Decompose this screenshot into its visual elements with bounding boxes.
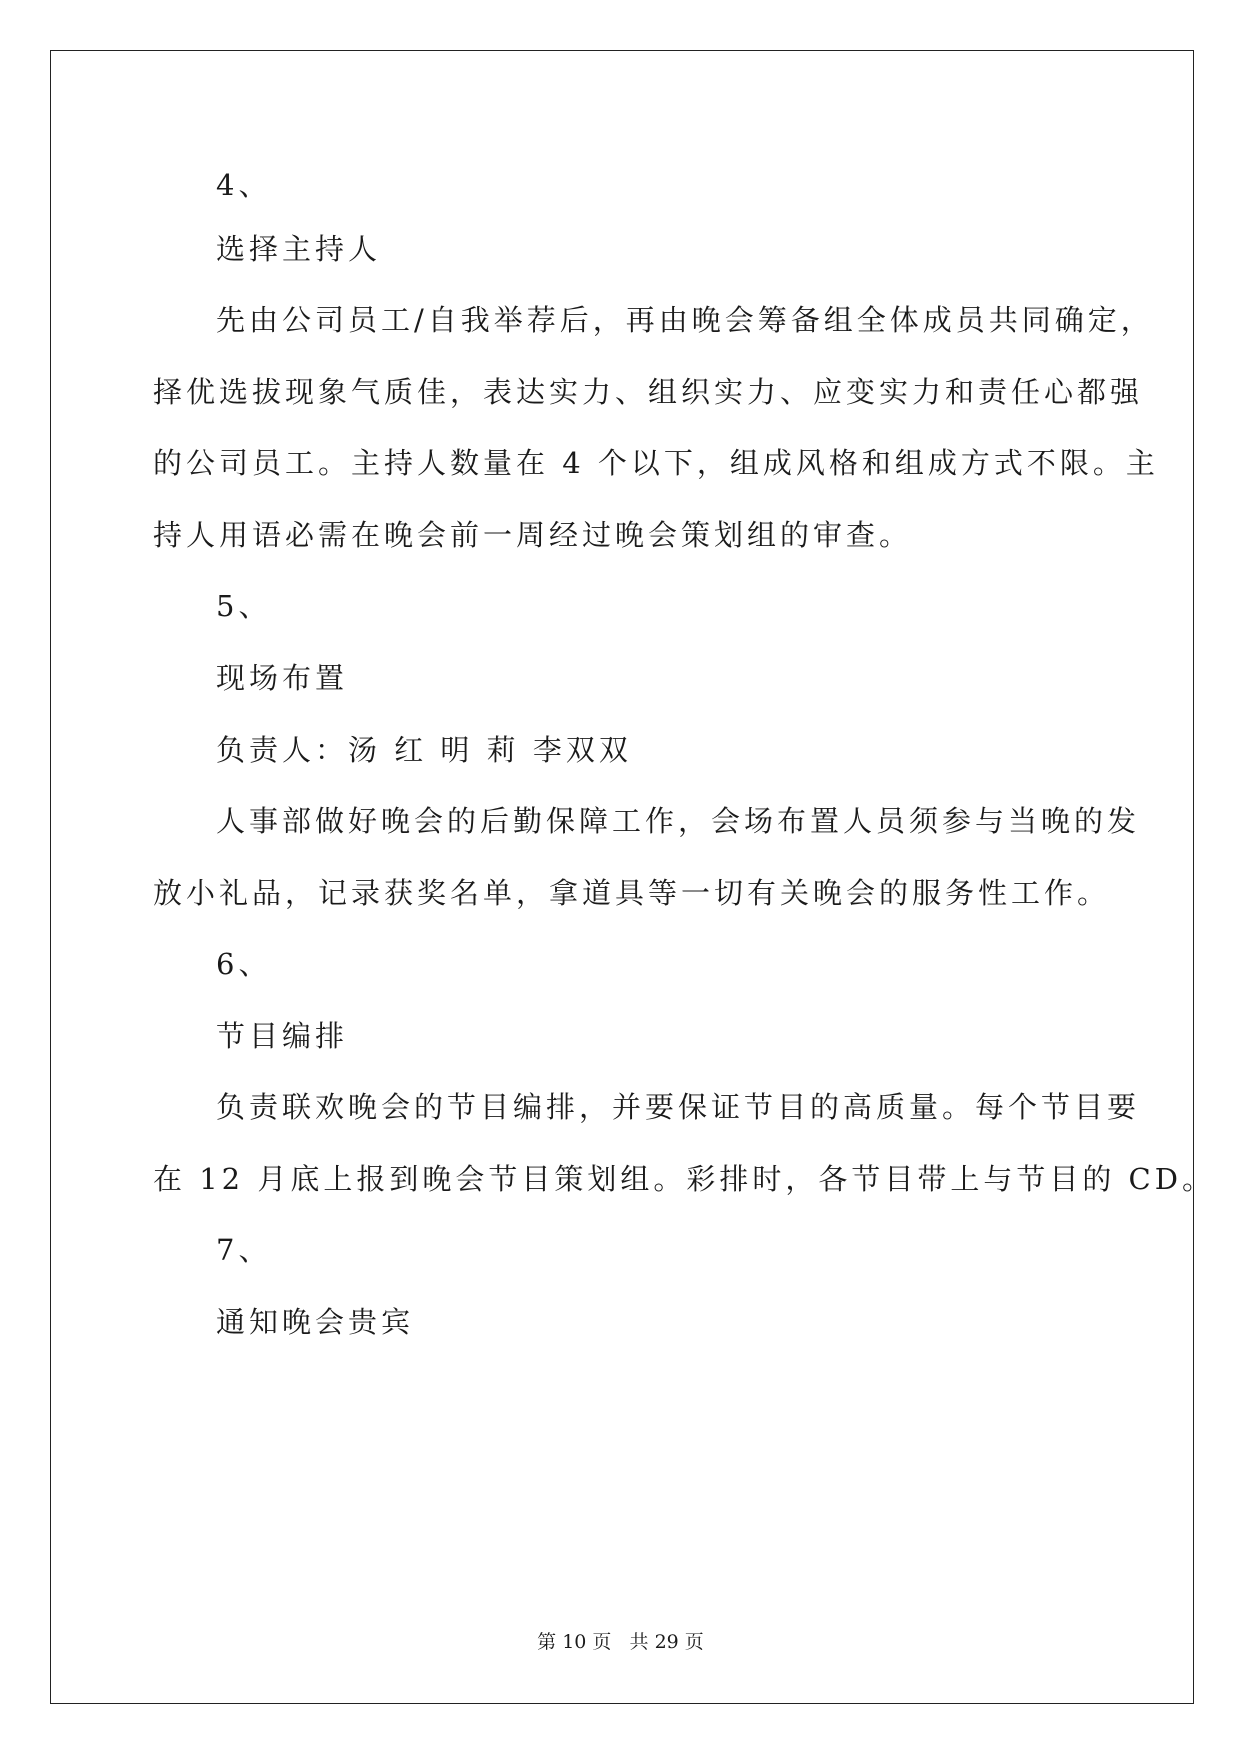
paragraph-line: 负责联欢晚会的节目编排，并要保证节目的高质量。每个节目要 xyxy=(216,1090,1141,1124)
section-title-guests: 通知晚会贵宾 xyxy=(216,1305,415,1339)
section-number-6: 6、 xyxy=(216,947,272,981)
section-title-venue: 现场布置 xyxy=(216,661,349,695)
paragraph-line: 先由公司员工/自我举荐后，再由晚会筹备组全体成员共同确定， xyxy=(216,303,1154,337)
paragraph-line: 择优选拔现象气质佳，表达实力、组织实力、应变实力和责任心都强 xyxy=(153,375,1144,409)
page-footer xyxy=(0,1630,1241,1654)
paragraph-line: 放小礼品，记录获奖名单，拿道具等一切有关晚会的服务性工作。 xyxy=(153,876,1111,910)
paragraph-line: 人事部做好晚会的后勤保障工作，会场布置人员须参与当晚的发 xyxy=(216,804,1141,838)
paragraph-line: 持人用语必需在晚会前一周经过晚会策划组的审查。 xyxy=(153,518,913,552)
page-number: 第 10 页 共 29 页 xyxy=(537,1631,704,1653)
section-title-host: 选择主持人 xyxy=(216,232,382,266)
paragraph-line: 在 12 月底上报到晚会节目策划组。彩排时，各节目带上与节目的 CD。 xyxy=(153,1162,1215,1196)
paragraph-line: 负责人：汤 红 明 莉 李双双 xyxy=(216,733,632,767)
paragraph-line: 的公司员工。主持人数量在 4 个以下，组成风格和组成方式不限。主 xyxy=(153,446,1159,480)
section-title-program: 节目编排 xyxy=(216,1019,349,1053)
section-number-7: 7、 xyxy=(216,1233,272,1267)
section-number-5: 5、 xyxy=(216,589,272,623)
section-number-4: 4、 xyxy=(216,168,272,202)
